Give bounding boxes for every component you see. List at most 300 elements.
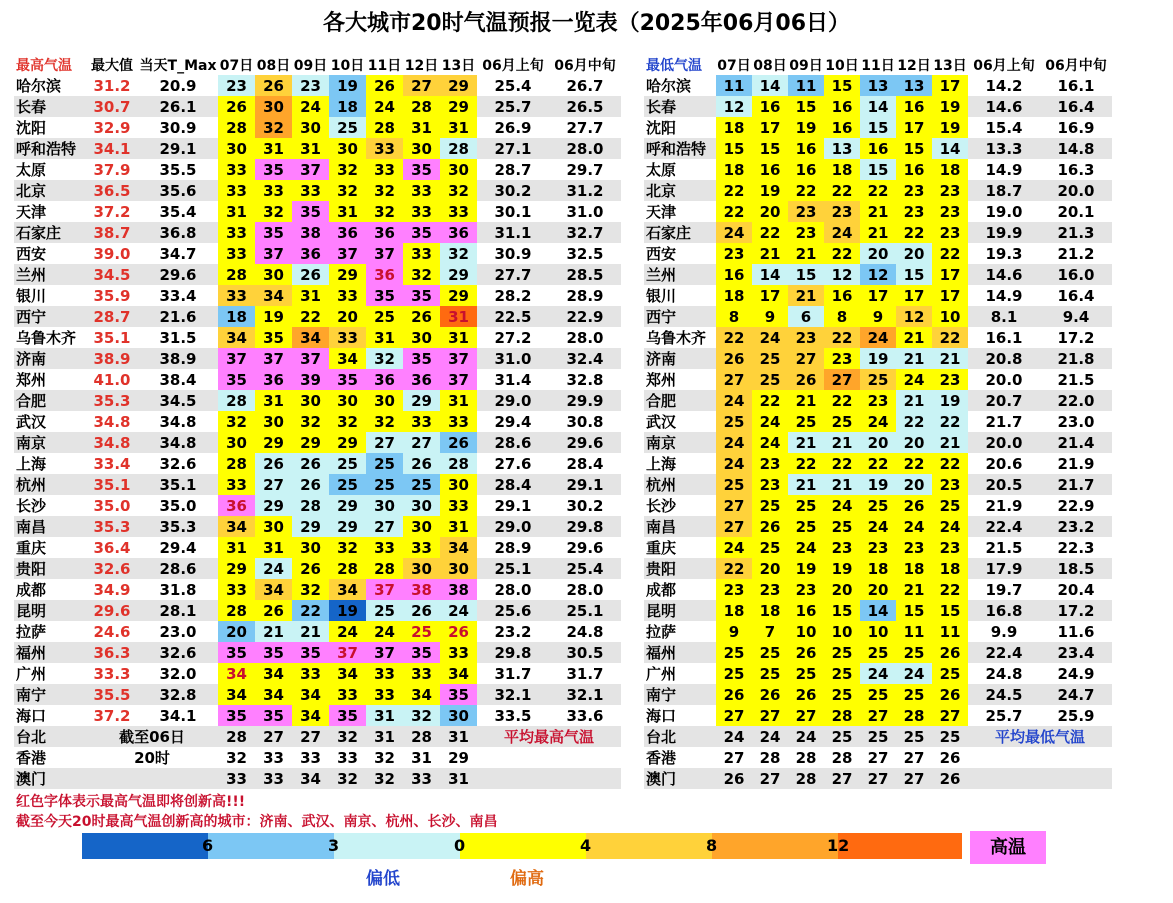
- max-forecast-cell: 34: [218, 327, 255, 348]
- max-forecast-cell: 35: [218, 705, 255, 726]
- mid-june-avg: 16.0: [1040, 264, 1112, 285]
- min-forecast-cell: 22: [716, 327, 752, 348]
- max-forecast-cell: 28: [218, 117, 255, 138]
- max-forecast-cell: 33: [218, 222, 255, 243]
- min-forecast-cell: 24: [716, 222, 752, 243]
- early-june-avg: 21.7: [985, 412, 1023, 431]
- min-table-row: [644, 348, 1112, 369]
- min-forecast-cell: 15: [932, 600, 968, 621]
- record-max: 37.9: [93, 160, 131, 179]
- mid-june-avg: 28.0: [566, 580, 604, 599]
- max-forecast-cell: 24: [366, 621, 403, 642]
- min-forecast-cell: 16: [824, 117, 860, 138]
- city-name: 济南: [14, 348, 86, 369]
- min-forecast-cell: 17: [932, 75, 968, 96]
- min-header-9: 06月中旬: [1045, 57, 1107, 74]
- max-forecast-cell: 31: [292, 138, 329, 159]
- max-forecast-cell: 33: [403, 537, 440, 558]
- min-forecast-cell: 14: [752, 75, 788, 96]
- min-forecast-cell: 25: [788, 411, 824, 432]
- early-june-avg: 31.1: [477, 222, 549, 243]
- min-forecast-cell: 24: [896, 516, 932, 537]
- min-table-header: [644, 54, 1112, 75]
- max-forecast-cell: 19: [329, 600, 366, 621]
- max-table-row: [14, 495, 621, 516]
- max-table-row: [14, 621, 621, 642]
- max-forecast-cell: 33: [218, 474, 255, 495]
- min-forecast-cell: 23: [860, 537, 896, 558]
- max-forecast-cell: 26: [292, 558, 329, 579]
- max-forecast-cell: 30: [403, 138, 440, 159]
- min-forecast-cell: 24: [752, 411, 788, 432]
- min-forecast-cell: 28: [795, 748, 817, 767]
- early-june-avg: 14.9: [985, 160, 1023, 179]
- max-forecast-cell: 36: [366, 369, 403, 390]
- min-forecast-cell: 15: [788, 96, 824, 117]
- max-forecast-cell: 32: [329, 537, 366, 558]
- max-forecast-cell: 31: [440, 117, 477, 138]
- today-max: 29.1: [138, 138, 218, 159]
- max-forecast-cell: 29: [255, 495, 292, 516]
- max-forecast-cell: 29: [448, 748, 469, 767]
- max-forecast-cell: 34: [292, 327, 329, 348]
- min-forecast-cell: 11: [788, 75, 824, 96]
- early-june-avg: 26.9: [494, 118, 532, 137]
- early-june-avg: 32.1: [477, 684, 549, 705]
- max-forecast-cell: 24: [366, 96, 403, 117]
- min-table-row: [644, 159, 1112, 180]
- max-forecast-cell: 35: [218, 369, 255, 390]
- max-forecast-cell: 25: [366, 474, 403, 495]
- mid-june-avg: 16.1: [1057, 76, 1095, 95]
- min-table-row: [644, 264, 1112, 285]
- empty-cell: [477, 747, 621, 768]
- max-forecast-cell: 28: [366, 558, 403, 579]
- max-forecast-cell: 26: [403, 600, 440, 621]
- early-june-avg: 28.2: [494, 286, 532, 305]
- record-max: 35.9: [93, 286, 131, 305]
- city-name: 长沙: [646, 497, 677, 515]
- max-header-0: 最高气温: [16, 57, 72, 74]
- max-forecast-cell: 23: [218, 75, 255, 96]
- max-forecast-cell: 21: [292, 621, 329, 642]
- city-name: 重庆: [16, 539, 47, 557]
- city-name: 太原: [16, 161, 47, 179]
- max-forecast-cell: 33: [218, 159, 255, 180]
- max-forecast-cell: 37: [218, 348, 255, 369]
- max-forecast-cell: 31: [440, 516, 477, 537]
- max-forecast-cell: 33: [366, 663, 403, 684]
- max-forecast-cell: 36: [440, 222, 477, 243]
- max-forecast-cell: 30: [403, 327, 440, 348]
- early-june-avg: 30.2: [477, 180, 549, 201]
- today-max: 35.0: [159, 496, 197, 515]
- today-max: 38.9: [138, 348, 218, 369]
- city-name: 重庆: [646, 539, 677, 557]
- max-forecast-cell: 37: [440, 369, 477, 390]
- max-forecast-cell: 34: [218, 684, 255, 705]
- early-june-avg: 19.3: [985, 244, 1023, 263]
- max-forecast-cell: 38: [292, 222, 329, 243]
- min-forecast-cell: 24: [752, 327, 788, 348]
- max-forecast-cell: 33: [218, 579, 255, 600]
- min-forecast-cell: 9: [752, 306, 788, 327]
- min-forecast-cell: 16: [788, 159, 824, 180]
- max-forecast-cell: 33: [366, 138, 403, 159]
- city-name: 南京: [14, 432, 86, 453]
- min-forecast-cell: 15: [860, 159, 896, 180]
- today-max: 28.6: [138, 558, 218, 579]
- record-max: 35.1: [93, 328, 131, 347]
- min-table-row: [644, 663, 1112, 684]
- max-forecast-cell: 31: [255, 537, 292, 558]
- max-table-row: [14, 159, 621, 180]
- mid-june-avg: 32.1: [549, 684, 621, 705]
- min-forecast-cell: 17: [752, 117, 788, 138]
- min-forecast-cell: 11: [716, 75, 752, 96]
- max-table-row: [14, 537, 621, 558]
- city-name: 银川: [16, 287, 47, 305]
- mid-june-avg: 29.6: [549, 432, 621, 453]
- mid-june-avg: 27.7: [566, 118, 604, 137]
- mid-june-avg: 30.5: [549, 642, 621, 663]
- max-forecast-cell: 30: [440, 159, 477, 180]
- max-forecast-cell: 32: [255, 201, 292, 222]
- max-forecast-cell: 35: [329, 705, 366, 726]
- city-name: 石家庄: [644, 222, 716, 243]
- mid-june-avg: 32.4: [549, 348, 621, 369]
- today-max: 34.7: [159, 244, 197, 263]
- max-table-row: [14, 642, 621, 663]
- min-forecast-cell: 18: [896, 558, 932, 579]
- max-table-row: [14, 663, 621, 684]
- mid-june-avg: 24.7: [1040, 684, 1112, 705]
- min-forecast-cell: 27: [752, 768, 788, 789]
- min-forecast-cell: 13: [824, 138, 860, 159]
- min-forecast-cell: 25: [896, 726, 932, 747]
- max-forecast-cell: 28: [403, 96, 440, 117]
- min-forecast-cell: 23: [932, 474, 968, 495]
- min-forecast-cell: 25: [752, 663, 788, 684]
- max-forecast-cell: 31: [440, 327, 477, 348]
- min-forecast-cell: 22: [932, 327, 968, 348]
- mid-june-avg: 16.4: [1057, 286, 1095, 305]
- mid-june-avg: 21.5: [1057, 370, 1095, 389]
- max-forecast-cell: 31: [255, 138, 292, 159]
- today-max: 23.0: [159, 622, 197, 641]
- max-table-row: [14, 327, 621, 348]
- city-name: 合肥: [14, 390, 86, 411]
- early-june-avg: 20.6: [985, 454, 1023, 473]
- min-forecast-cell: 19: [860, 474, 896, 495]
- today-max: 34.8: [138, 432, 218, 453]
- city-name: 长春: [644, 96, 716, 117]
- max-forecast-cell: 36: [366, 222, 403, 243]
- today-max: 35.5: [159, 160, 197, 179]
- max-forecast-cell: 32: [440, 180, 477, 201]
- min-forecast-cell: 16: [788, 138, 824, 159]
- city-name: 哈尔滨: [646, 77, 692, 95]
- max-forecast-cell: 28: [329, 558, 366, 579]
- max-table-row: [14, 558, 621, 579]
- legend-bar-warm12: [838, 833, 962, 859]
- max-forecast-cell: 29: [292, 432, 329, 453]
- max-forecast-cell: 33: [292, 663, 329, 684]
- max-table-row: [14, 684, 621, 705]
- today-max: 34.8: [159, 412, 197, 431]
- min-forecast-cell: 24: [716, 537, 752, 558]
- min-forecast-cell: 25: [896, 642, 932, 663]
- min-forecast-cell: 27: [716, 369, 752, 390]
- max-forecast-cell: 33: [440, 495, 477, 516]
- mid-june-avg: 21.7: [1040, 474, 1112, 495]
- max-forecast-cell: 30: [255, 516, 292, 537]
- min-forecast-cell: 17: [896, 285, 932, 306]
- mid-june-avg: 25.4: [549, 558, 621, 579]
- max-forecast-cell: 37: [366, 579, 403, 600]
- max-forecast-cell: 32: [226, 748, 247, 767]
- max-forecast-cell: 36: [403, 369, 440, 390]
- min-forecast-cell: 11: [896, 621, 932, 642]
- min-forecast-cell: 22: [860, 180, 896, 201]
- mid-june-avg: 32.8: [566, 370, 604, 389]
- record-max: 35.5: [86, 684, 138, 705]
- min-forecast-cell: 26: [716, 768, 752, 789]
- today-max: 32.6: [138, 642, 218, 663]
- min-forecast-cell: 20: [824, 579, 860, 600]
- min-forecast-cell: 23: [896, 537, 932, 558]
- city-name: 杭州: [14, 474, 86, 495]
- city-name: 澳门: [644, 768, 716, 789]
- max-forecast-cell: 34: [218, 663, 255, 684]
- min-forecast-cell: 24: [860, 411, 896, 432]
- min-forecast-cell: 6: [788, 306, 824, 327]
- max-forecast-cell: 38: [440, 579, 477, 600]
- min-forecast-cell: 21: [896, 579, 932, 600]
- min-forecast-cell: 20: [860, 243, 896, 264]
- min-forecast-cell: 26: [788, 642, 824, 663]
- min-forecast-cell: 21: [788, 243, 824, 264]
- min-forecast-cell: 18: [716, 600, 752, 621]
- min-forecast-cell: 23: [788, 579, 824, 600]
- max-forecast-cell: 32: [366, 768, 403, 789]
- max-forecast-cell: 33: [366, 159, 403, 180]
- city-name: 西安: [646, 245, 677, 263]
- max-forecast-cell: 26: [255, 453, 292, 474]
- min-forecast-cell: 21: [788, 285, 824, 306]
- max-forecast-cell: 37: [292, 159, 329, 180]
- mid-june-avg: 20.0: [1040, 180, 1112, 201]
- city-name: 昆明: [14, 600, 86, 621]
- min-table-row: [644, 747, 1112, 768]
- min-table-row: [644, 222, 1112, 243]
- max-forecast-cell: 28: [366, 117, 403, 138]
- min-forecast-cell: 14: [932, 138, 968, 159]
- mid-june-avg: 28.5: [549, 264, 621, 285]
- max-forecast-cell: 28: [403, 726, 440, 747]
- min-forecast-cell: 18: [824, 159, 860, 180]
- min-forecast-cell: 26: [752, 516, 788, 537]
- max-forecast-cell: 33: [218, 243, 255, 264]
- legend-label-6: 6: [202, 836, 214, 855]
- min-forecast-cell: 24: [716, 432, 752, 453]
- max-forecast-cell: 37: [366, 642, 403, 663]
- min-forecast-cell: 27: [752, 705, 788, 726]
- city-name: 南宁: [644, 684, 716, 705]
- max-table-row: [14, 180, 621, 201]
- max-header-3: 07日: [219, 57, 254, 74]
- max-forecast-cell: 33: [403, 243, 440, 264]
- min-forecast-cell: 16: [896, 159, 932, 180]
- max-forecast-cell: 34: [255, 285, 292, 306]
- early-june-avg: 28.6: [477, 432, 549, 453]
- early-june-avg: 17.9: [968, 558, 1040, 579]
- max-table-header: [14, 54, 621, 75]
- min-forecast-cell: 27: [723, 748, 745, 767]
- min-forecast-cell: 16: [716, 264, 752, 285]
- min-forecast-cell: 24: [896, 663, 932, 684]
- mid-june-avg: 17.2: [1040, 600, 1112, 621]
- today-max: 31.5: [159, 328, 197, 347]
- city-name: 澳门: [14, 768, 86, 789]
- max-forecast-cell: 28: [218, 726, 255, 747]
- min-forecast-cell: 24: [824, 222, 860, 243]
- min-forecast-cell: 25: [824, 642, 860, 663]
- city-name: 广州: [646, 665, 677, 683]
- max-forecast-cell: 33: [255, 768, 292, 789]
- min-forecast-cell: 22: [824, 453, 860, 474]
- max-header-8: 12日: [404, 57, 439, 74]
- city-name: 上海: [646, 455, 677, 473]
- mid-june-avg: 20.1: [1057, 202, 1095, 221]
- max-table-row: [14, 96, 621, 117]
- early-june-avg: 25.4: [494, 76, 532, 95]
- min-table-row: [644, 726, 1112, 747]
- max-forecast-cell: 33: [329, 684, 366, 705]
- early-june-avg: 18.7: [968, 180, 1040, 201]
- max-forecast-cell: 29: [329, 495, 366, 516]
- min-forecast-cell: 17: [896, 117, 932, 138]
- max-forecast-cell: 31: [403, 117, 440, 138]
- mid-june-avg: 21.2: [1057, 244, 1095, 263]
- max-forecast-cell: 23: [292, 75, 329, 96]
- mid-june-avg: 20.4: [1057, 580, 1095, 599]
- min-forecast-cell: 22: [860, 453, 896, 474]
- max-header-9: 13日: [441, 57, 476, 74]
- min-forecast-cell: 19: [824, 558, 860, 579]
- today-max: 35.3: [138, 516, 218, 537]
- min-table-row: [644, 516, 1112, 537]
- min-forecast-cell: 23: [752, 579, 788, 600]
- max-forecast-cell: 30: [218, 432, 255, 453]
- min-forecast-cell: 19: [932, 117, 968, 138]
- note-record-warning: 红色字体表示最高气温即将创新高!!!: [16, 794, 246, 810]
- max-forecast-cell: 34: [255, 663, 292, 684]
- mid-june-avg: 11.6: [1057, 622, 1095, 641]
- legend-label-3: 3: [328, 836, 340, 855]
- today-max: 28.1: [138, 600, 218, 621]
- max-forecast-cell: 31: [366, 327, 403, 348]
- max-forecast-cell: 30: [292, 390, 329, 411]
- city-name: 北京: [14, 180, 86, 201]
- max-forecast-cell: 24: [292, 96, 329, 117]
- min-forecast-cell: 18: [752, 600, 788, 621]
- min-forecast-cell: 23: [788, 222, 824, 243]
- max-forecast-cell: 27: [366, 516, 403, 537]
- min-forecast-cell: 25: [788, 495, 824, 516]
- min-table-row: [644, 117, 1112, 138]
- city-name: 香港: [16, 749, 47, 767]
- mid-june-avg: 16.9: [1057, 118, 1095, 137]
- max-forecast-cell: 26: [255, 600, 292, 621]
- max-forecast-cell: 36: [329, 222, 366, 243]
- max-forecast-cell: 20: [218, 621, 255, 642]
- min-forecast-cell: 24: [716, 726, 752, 747]
- min-forecast-cell: 10: [824, 621, 860, 642]
- max-forecast-cell: 33: [329, 285, 366, 306]
- max-forecast-cell: 31: [218, 537, 255, 558]
- min-forecast-cell: 28: [831, 748, 853, 767]
- early-june-avg: 27.2: [494, 328, 532, 347]
- min-forecast-cell: 21: [788, 390, 824, 411]
- min-forecast-cell: 25: [752, 369, 788, 390]
- mid-june-avg: 14.8: [1040, 138, 1112, 159]
- early-june-avg: 28.4: [477, 474, 549, 495]
- min-table-row: [644, 621, 1112, 642]
- early-june-avg: 30.1: [494, 202, 532, 221]
- early-june-avg: 16.1: [985, 328, 1023, 347]
- max-forecast-cell: 33: [337, 748, 358, 767]
- city-name: 福州: [14, 642, 86, 663]
- mid-june-avg: 28.0: [566, 328, 604, 347]
- min-forecast-cell: 23: [716, 243, 752, 264]
- min-forecast-cell: 24: [716, 390, 752, 411]
- min-table-row: [644, 432, 1112, 453]
- city-name: 武汉: [16, 413, 47, 431]
- max-forecast-cell: 21: [255, 621, 292, 642]
- early-june-avg: 13.3: [968, 138, 1040, 159]
- min-forecast-cell: 17: [860, 285, 896, 306]
- max-forecast-cell: 24: [440, 600, 477, 621]
- record-max: 34.9: [93, 580, 131, 599]
- record-max: 34.8: [93, 412, 131, 431]
- record-max: 24.6: [93, 622, 131, 641]
- max-forecast-cell: 26: [440, 432, 477, 453]
- record-max: 39.0: [93, 244, 131, 263]
- mid-june-avg: 26.5: [549, 96, 621, 117]
- max-forecast-cell: 19: [329, 75, 366, 96]
- max-table-row: [14, 726, 621, 747]
- min-forecast-cell: 28: [824, 705, 860, 726]
- min-forecast-cell: 9: [716, 621, 752, 642]
- max-forecast-cell: 35: [255, 327, 292, 348]
- min-forecast-cell: 19: [788, 558, 824, 579]
- record-max: 32.6: [86, 558, 138, 579]
- min-forecast-cell: 25: [752, 642, 788, 663]
- max-forecast-cell: 25: [366, 600, 403, 621]
- max-forecast-cell: 32: [218, 411, 255, 432]
- avg-min-label: 平均最低气温: [968, 726, 1112, 747]
- legend-bar-cold3: [208, 833, 334, 859]
- max-forecast-cell: 37: [440, 348, 477, 369]
- min-forecast-cell: 21: [896, 390, 932, 411]
- max-table-row: [14, 243, 621, 264]
- early-june-avg: 29.0: [477, 390, 549, 411]
- min-forecast-cell: 22: [824, 180, 860, 201]
- max-forecast-cell: 36: [218, 495, 255, 516]
- record-max: 35.3: [86, 390, 138, 411]
- max-forecast-cell: 30: [218, 138, 255, 159]
